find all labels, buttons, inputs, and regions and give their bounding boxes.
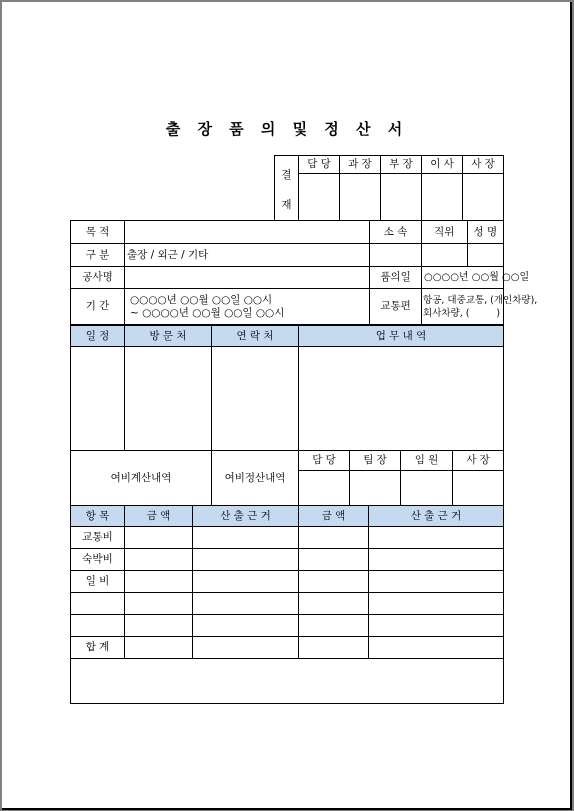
expense-header-amount: 금 액 — [125, 506, 193, 527]
transport-line1: 항공, 대중교통, (개인차량), — [423, 294, 538, 306]
expense-row-label: 교통비 — [71, 527, 125, 549]
expense-cell[interactable] — [193, 615, 299, 637]
dept-label-spacer — [422, 221, 504, 244]
expense-cell[interactable] — [125, 571, 193, 593]
position-label: 직위 — [422, 221, 467, 243]
period-start: ○○○○년 ○○월 ○○일 ○○시 — [130, 293, 273, 306]
expense-cell[interactable] — [193, 593, 299, 615]
expense-cell[interactable] — [125, 549, 193, 571]
expense-approval-table — [70, 450, 504, 506]
period-label: 기 간 — [71, 289, 125, 325]
approval-sign-3[interactable] — [381, 174, 422, 221]
remarks-field[interactable] — [71, 659, 504, 704]
position-name-field[interactable] — [422, 244, 504, 267]
expense-header-basis: 산 출 근 거 — [193, 506, 299, 527]
expense-sign-4[interactable] — [453, 471, 504, 506]
company-label: 공사명 — [71, 267, 125, 289]
schedule-task-field[interactable] — [299, 347, 504, 451]
schedule-contact-field[interactable] — [212, 347, 299, 451]
position-field[interactable] — [422, 244, 467, 266]
type-value[interactable]: 출장 / 외근 / 기타 — [125, 244, 370, 267]
company-field[interactable] — [125, 267, 370, 289]
expense-cell[interactable] — [369, 527, 504, 549]
approval-sign-5[interactable] — [463, 174, 504, 221]
approval-role-4: 이 사 — [422, 156, 463, 174]
transport-line2-wrap — [423, 307, 501, 320]
schedule-date-field[interactable] — [71, 347, 125, 451]
expense-role-3: 임 원 — [401, 451, 453, 471]
schedule-header-visit: 방 문 처 — [125, 326, 212, 347]
expense-cell[interactable] — [369, 637, 504, 659]
expense-calc-label: 여비계산내역 — [71, 451, 212, 506]
transport-line2: 회사차량, ( — [423, 307, 470, 319]
approval-table — [274, 155, 504, 221]
schedule-header-contact: 연 락 처 — [212, 326, 299, 347]
expense-cell[interactable] — [125, 615, 193, 637]
name-field[interactable] — [467, 244, 503, 266]
expense-row-label: 일 비 — [71, 571, 125, 593]
transport-field[interactable] — [422, 289, 538, 325]
expense-cell[interactable] — [299, 549, 369, 571]
expense-cell[interactable] — [369, 615, 504, 637]
purpose-field[interactable] — [125, 221, 370, 244]
expense-cell[interactable] — [125, 527, 193, 549]
expense-cell[interactable] — [193, 527, 299, 549]
expense-cell[interactable] — [299, 571, 369, 593]
expense-cell[interactable] — [125, 593, 193, 615]
expense-table — [70, 505, 504, 704]
expense-sign-3[interactable] — [401, 471, 453, 506]
expense-sign-2[interactable] — [350, 471, 401, 506]
expense-cell[interactable] — [125, 637, 193, 659]
expense-cell[interactable] — [193, 549, 299, 571]
expense-role-2: 팀 장 — [350, 451, 401, 471]
expense-role-1: 담 당 — [299, 451, 350, 471]
period-field[interactable] — [125, 289, 370, 325]
expense-row-label[interactable] — [71, 615, 125, 637]
schedule-header-task: 업 무 내 역 — [299, 326, 504, 347]
expense-header-item: 항 목 — [71, 506, 125, 527]
page-title: 출 장 품 의 및 정 산 서 — [165, 120, 409, 138]
expense-cell[interactable] — [369, 549, 504, 571]
request-date-value[interactable]: ○○○○년 ○○월 ○○일 — [422, 267, 504, 289]
dept-label: 소 속 — [370, 221, 422, 244]
expense-cell[interactable] — [369, 571, 504, 593]
approval-sign-2[interactable] — [340, 174, 381, 221]
transport-close: ) — [496, 307, 501, 319]
period-end: ~ ○○○○년 ○○월 ○○일 ○○시 — [130, 306, 285, 319]
purpose-label: 목 적 — [71, 221, 125, 244]
type-label: 구 분 — [71, 244, 125, 267]
expense-row-label[interactable] — [71, 593, 125, 615]
dept-field[interactable] — [370, 244, 422, 267]
approval-role-2: 과 장 — [340, 156, 381, 174]
expense-header-amount-settle: 금 액 — [299, 506, 369, 527]
approval-role-1: 담 당 — [299, 156, 340, 174]
expense-sign-1[interactable] — [299, 471, 350, 506]
schedule-table — [70, 325, 504, 451]
expense-cell[interactable] — [369, 593, 504, 615]
schedule-visit-field[interactable] — [125, 347, 212, 451]
expense-cell[interactable] — [299, 615, 369, 637]
approval-label: 결 재 — [275, 156, 299, 221]
info-table — [70, 220, 538, 325]
approval-role-3: 부 장 — [381, 156, 422, 174]
approval-sign-1[interactable] — [299, 174, 340, 221]
expense-cell[interactable] — [193, 637, 299, 659]
expense-cell[interactable] — [299, 637, 369, 659]
expense-cell[interactable] — [299, 527, 369, 549]
approval-role-5: 사 장 — [463, 156, 504, 174]
expense-header-basis-settle: 산 출 근 거 — [369, 506, 504, 527]
expense-total-label: 합 계 — [71, 637, 125, 659]
expense-cell[interactable] — [299, 593, 369, 615]
name-label: 성 명 — [473, 225, 498, 238]
schedule-header-date: 일 정 — [71, 326, 125, 347]
approval-sign-4[interactable] — [422, 174, 463, 221]
request-date-label: 품의일 — [370, 267, 422, 289]
expense-role-4: 사 장 — [453, 451, 504, 471]
expense-settle-label: 여비정산내역 — [212, 451, 299, 506]
expense-row-label: 숙박비 — [71, 549, 125, 571]
transport-label: 교통편 — [370, 289, 422, 325]
expense-cell[interactable] — [193, 571, 299, 593]
